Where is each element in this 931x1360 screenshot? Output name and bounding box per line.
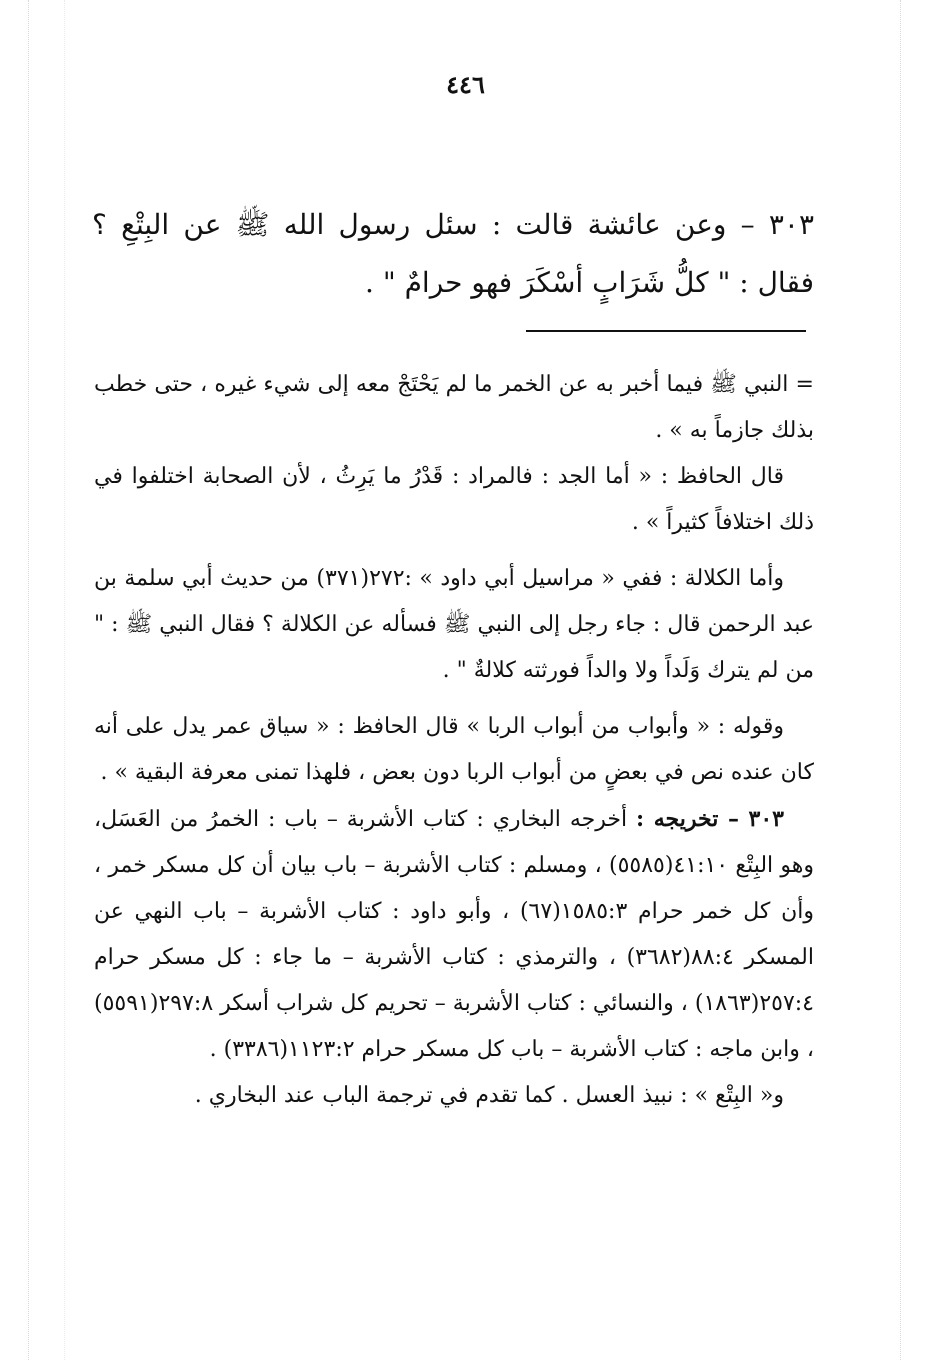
page-number: ٤٤٦: [446, 70, 485, 99]
commentary-block: [94, 362, 814, 1129]
commentary-paragraph-riba: وقوله : « وأبواب من أبواب الربا » قال الحافظ : « سياق عمر يدل على أنه كان عنده نص في بعضٍ من أبواب الربا دون بعض ، فلهذا تمنى معرفة البقية » .: [94, 714, 814, 785]
scan-guide-line: [64, 0, 65, 1360]
footnote-divider: [526, 330, 806, 332]
scan-guide-line: [28, 0, 29, 1360]
scan-guide-line: [900, 0, 901, 1360]
commentary-paragraph-bit: و« البِتْع » : نبيذ العسل . كما تقدم في ترجمة الباب عند البخاري .: [194, 1083, 784, 1108]
commentary-paragraph-kalala: وأما الكلالة : ففي « مراسيل أبي داود » :٢٧٢(٣٧١) من حديث أبي سلمة بن عبد الرحمن قال : جاء رجل إلى النبي ﷺ فسأله عن الكلالة ؟ فقال النبي ﷺ : " من لم يترك وَلَداً ولا والداً فورثته كلالةٌ " .: [94, 566, 814, 683]
commentary-paragraph-continued: = النبي ﷺ فيما أخبر به عن الخمر ما لم يَحْتَجْ معه إلى شيء غيره ، حتى خطب بذلك جازماً به » .: [94, 372, 814, 443]
takhrij-paragraph: [94, 796, 814, 1073]
hadith-text-block: [92, 196, 814, 312]
takhrij-label: ٣٠٣ – تخريجه :: [636, 806, 784, 832]
hadith-text: ٣٠٣ – وعن عائشة قالت : سئل رسول الله ﷺ عن البِتْعِ ؟ فقال : " كلُّ شَرَابٍ أسْكَرَ فهو حرامٌ " .: [92, 208, 814, 299]
commentary-paragraph-hafiz: قال الحافظ : « أما الجد : فالمراد : قَدْرُ ما يَرِثُ ، لأن الصحابة اختلفوا في ذلك اختلافاً كثيراً » .: [94, 464, 814, 535]
takhrij-text: أخرجه البخاري : كتاب الأشربة – باب : الخمرُ من العَسَل، وهو البِتْع ٤١:١٠(٥٥٨٥) ، ومسلم : كتاب الأشربة – باب بيان أن كل مسكر خمر ، وأن كل خمر حرام ١٥٨٥:٣(٦٧) ، وأبو داود : كتاب الأشربة – باب النهي عن المسكر ٨٨:٤(٣٦٨٢) ، والترمذي : كتاب الأشربة – ما جاء : كل مسكر حرام ٢٥٧:٤(١٨٦٣) ، والنسائي : كتاب الأشربة – تحريم كل شراب أسكر ٢٩٧:٨(٥٥٩١) ، وابن ماجه : كتاب الأشربة – باب كل مسكر حرام ١١٢٣:٢(٣٣٨٦) .: [94, 807, 814, 1062]
